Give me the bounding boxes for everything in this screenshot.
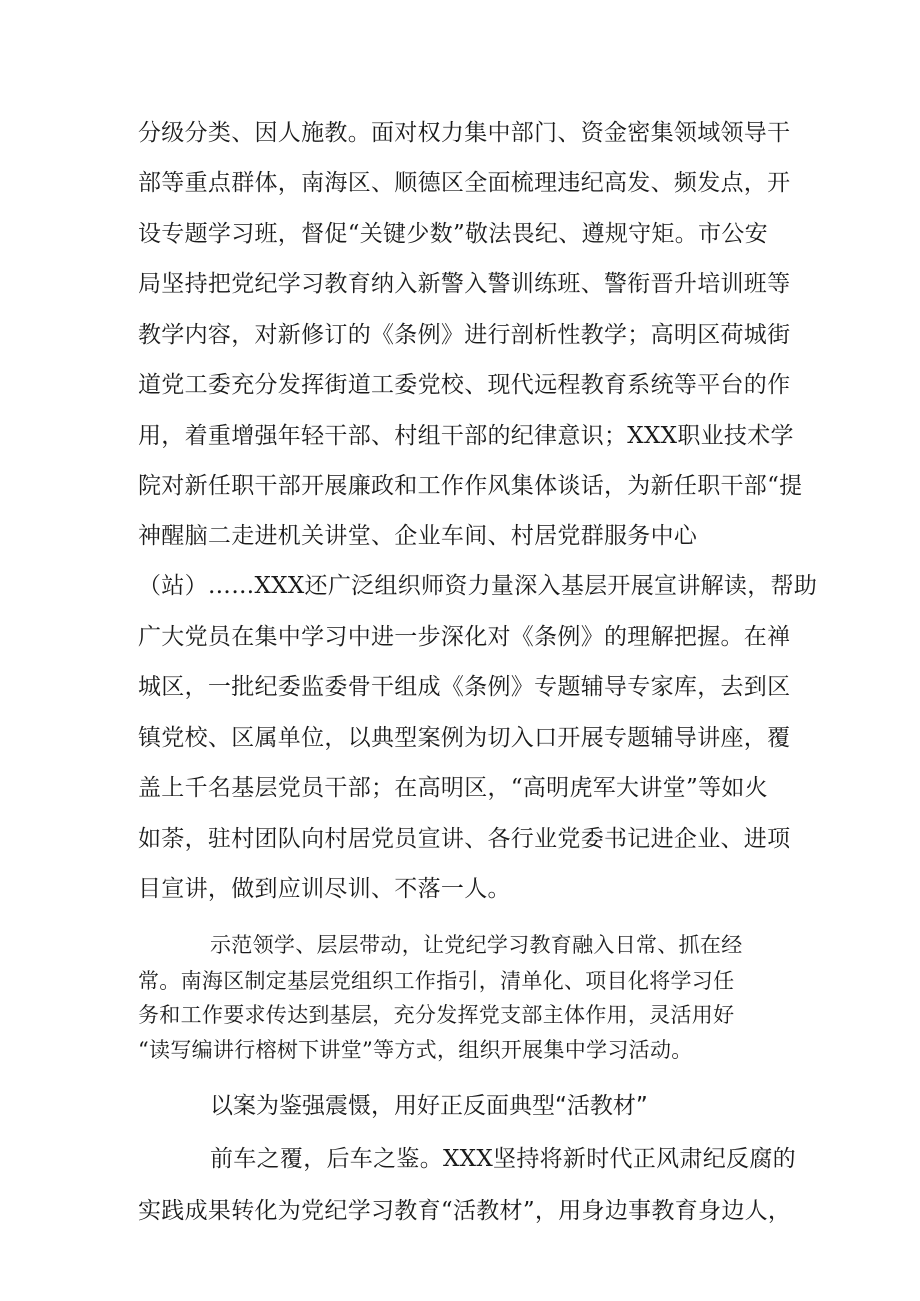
paragraph-1-line-6: 道党工委充分发挥街道工委党校、现代远程教育系统等平台的作 xyxy=(138,372,791,398)
paragraph-1-line-11: 广大党员在集中学习中进一步深化对《条例》的理解把握。在禅 xyxy=(138,624,791,650)
paragraph-1-line-7: 用，着重增强年轻干部、村组干部的纪律意识；XXX职业技术学 xyxy=(138,423,794,449)
paragraph-1-line-3: 设专题学习班，督促“关键少数”敬法畏纪、遵规守矩。市公安 xyxy=(138,221,768,247)
paragraph-2-line-1: 示范领学、层层带动，让党纪学习教育融入日常、抓在经 xyxy=(210,933,743,957)
paragraph-1-line-12: 城区，一批纪委监委骨干组成《条例》专题辅导专家库，去到区 xyxy=(138,674,791,700)
paragraph-3-line-2: 实践成果转化为党纪学习教育“活教材”，用身边事教育身边人， xyxy=(138,1198,792,1224)
paragraph-3-line-1: 前车之覆，后车之鉴。XXX坚持将新时代正风肃纪反腐的 xyxy=(210,1146,796,1172)
paragraph-1-line-5: 教学内容，对新修订的《条例》进行剖析性教学；高明区荷城街 xyxy=(138,322,791,348)
paragraph-1-line-9: 神醒脑二走进机关讲堂、企业车间、村居党群服务中心 xyxy=(138,523,698,549)
paragraph-2-line-4: “读写编讲行榕树下讲堂”等方式，组织开展集中学习活动。 xyxy=(138,1038,693,1062)
paragraph-1-line-16: 目宣讲，做到应训尽训、不落一人。 xyxy=(138,876,511,902)
section-heading: 以案为鉴强震慑，用好正反面典型“活教材” xyxy=(210,1093,648,1119)
paragraph-1-line-4: 局坚持把党纪学习教育纳入新警入警训练班、警衔晋升培训班等 xyxy=(138,271,791,297)
paragraph-1-line-1: 分级分类、因人施教。面对权力集中部门、资金密集领域领导干 xyxy=(138,120,791,146)
paragraph-1-line-14: 盖上千名基层党员干部；在高明区，“高明虎军大讲堂”等如火 xyxy=(138,775,768,801)
paragraph-2-line-3: 务和工作要求传达到基层，充分发挥党支部主体作用，灵活用好 xyxy=(138,1003,735,1027)
paragraph-1-line-13: 镇党校、区属单位，以典型案例为切入口开展专题辅导讲座，覆 xyxy=(138,725,791,751)
paragraph-2-line-2: 常。南海区制定基层党组织工作指引，清单化、项目化将学习任 xyxy=(138,969,735,993)
paragraph-1-line-8: 院对新任职干部开展廉政和工作作风集体谈话，为新任职干部“提 xyxy=(138,473,803,499)
paragraph-1-line-10: （站）……XXX还广泛组织师资力量深入基层开展宣讲解读，帮助 xyxy=(138,573,818,599)
paragraph-1-line-2: 部等重点群体，南海区、顺德区全面梳理违纪高发、频发点，开 xyxy=(138,170,791,196)
paragraph-1-line-15: 如荼，驻村团队向村居党员宣讲、各行业党委书记进企业、进项 xyxy=(138,826,791,852)
